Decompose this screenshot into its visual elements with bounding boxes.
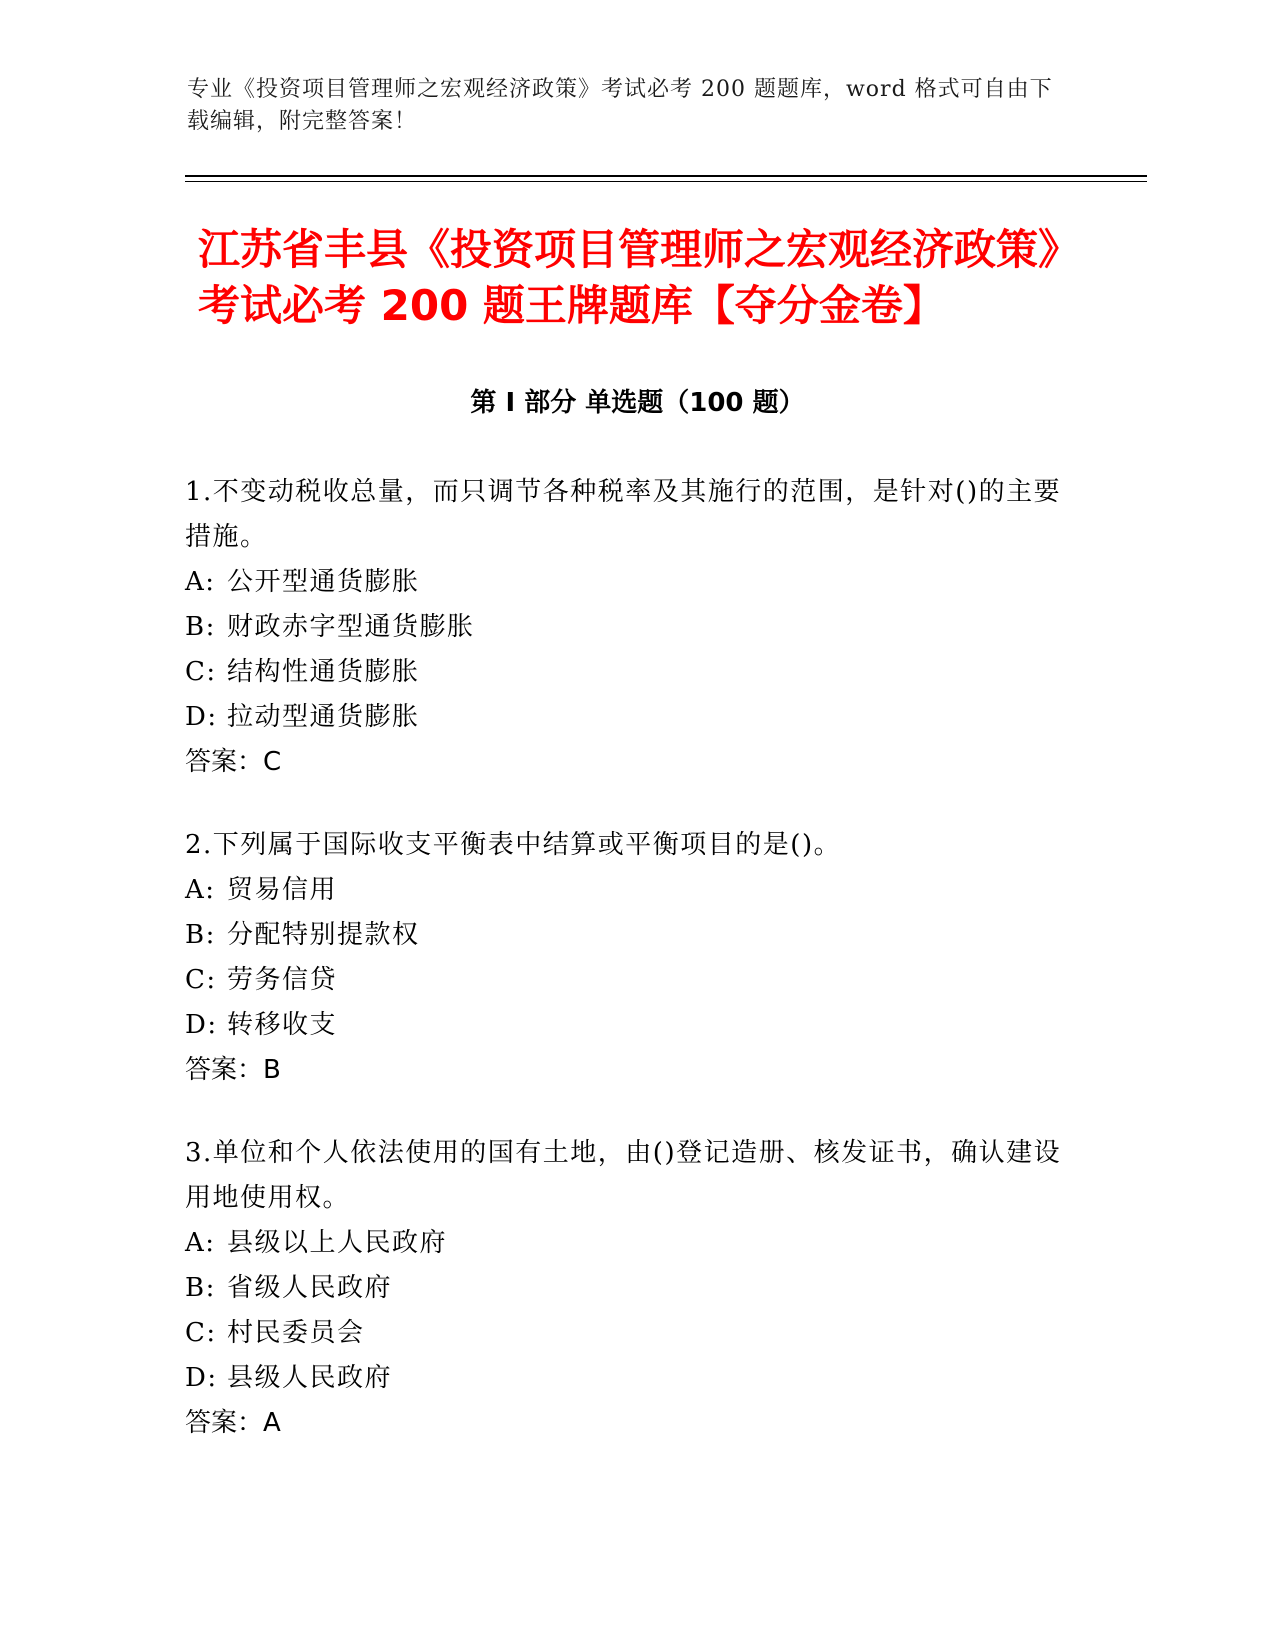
question-stem: 2.下列属于国际收支平衡表中结算或平衡项目的是()。 <box>185 830 842 860</box>
option-b <box>185 605 1065 650</box>
option-text: 结构性通货膨胀 <box>227 657 420 687</box>
option-d <box>185 1003 1065 1048</box>
header-divider-thin <box>185 181 1147 182</box>
option-b <box>185 1266 1065 1311</box>
option-text: 财政赤字型通货膨胀 <box>227 612 475 642</box>
question-3 <box>185 1131 1065 1446</box>
option-d <box>185 695 1065 740</box>
option-key: D: <box>185 1363 218 1393</box>
option-c <box>185 650 1065 695</box>
option-key: C: <box>185 1318 217 1348</box>
option-key: A: <box>185 875 216 905</box>
option-d <box>185 1356 1065 1401</box>
option-key: D: <box>185 1010 218 1040</box>
option-key: D: <box>185 702 218 732</box>
document-title: 江苏省丰县《投资项目管理师之宏观经济政策》考试必考 200 题王牌题库【夺分金卷】 <box>198 225 1060 330</box>
option-text: 县级人民政府 <box>227 1363 393 1393</box>
option-key: B: <box>185 920 216 950</box>
option-text: 拉动型通货膨胀 <box>227 702 420 732</box>
header-divider-thick <box>185 175 1147 177</box>
option-text: 省级人民政府 <box>227 1273 393 1303</box>
option-c <box>185 958 1065 1003</box>
option-text: 劳务信贷 <box>227 965 338 995</box>
header-note: 专业《投资项目管理师之宏观经济政策》考试必考 200 题题库，word 格式可自由下载编辑，附完整答案！ <box>187 77 1053 134</box>
option-c <box>185 1311 1065 1356</box>
option-a <box>185 560 1065 605</box>
option-key: B: <box>185 1273 216 1303</box>
option-key: C: <box>185 657 217 687</box>
question-list <box>185 470 1065 1484</box>
answer: 答案：B <box>185 1055 281 1085</box>
question-stem: 3.单位和个人依法使用的国有土地，由()登记造册、核发证书，确认建设用地使用权。 <box>185 1138 1062 1213</box>
question-1 <box>185 470 1065 785</box>
option-key: A: <box>185 567 216 597</box>
option-b <box>185 913 1065 958</box>
option-key: C: <box>185 965 217 995</box>
option-text: 贸易信用 <box>227 875 338 905</box>
option-text: 公开型通货膨胀 <box>227 567 420 597</box>
option-text: 县级以上人民政府 <box>227 1228 448 1258</box>
option-a <box>185 1221 1065 1266</box>
section-heading: 第 I 部分 单选题（100 题） <box>470 388 805 418</box>
answer: 答案：C <box>185 747 282 777</box>
question-2 <box>185 823 1065 1093</box>
question-stem: 1.不变动税收总量，而只调节各种税率及其施行的范围，是针对()的主要措施。 <box>185 477 1062 552</box>
option-key: B: <box>185 612 216 642</box>
option-text: 分配特别提款权 <box>227 920 420 950</box>
option-key: A: <box>185 1228 216 1258</box>
option-a <box>185 868 1065 913</box>
option-text: 村民委员会 <box>227 1318 365 1348</box>
answer: 答案：A <box>185 1408 281 1438</box>
option-text: 转移收支 <box>227 1010 338 1040</box>
